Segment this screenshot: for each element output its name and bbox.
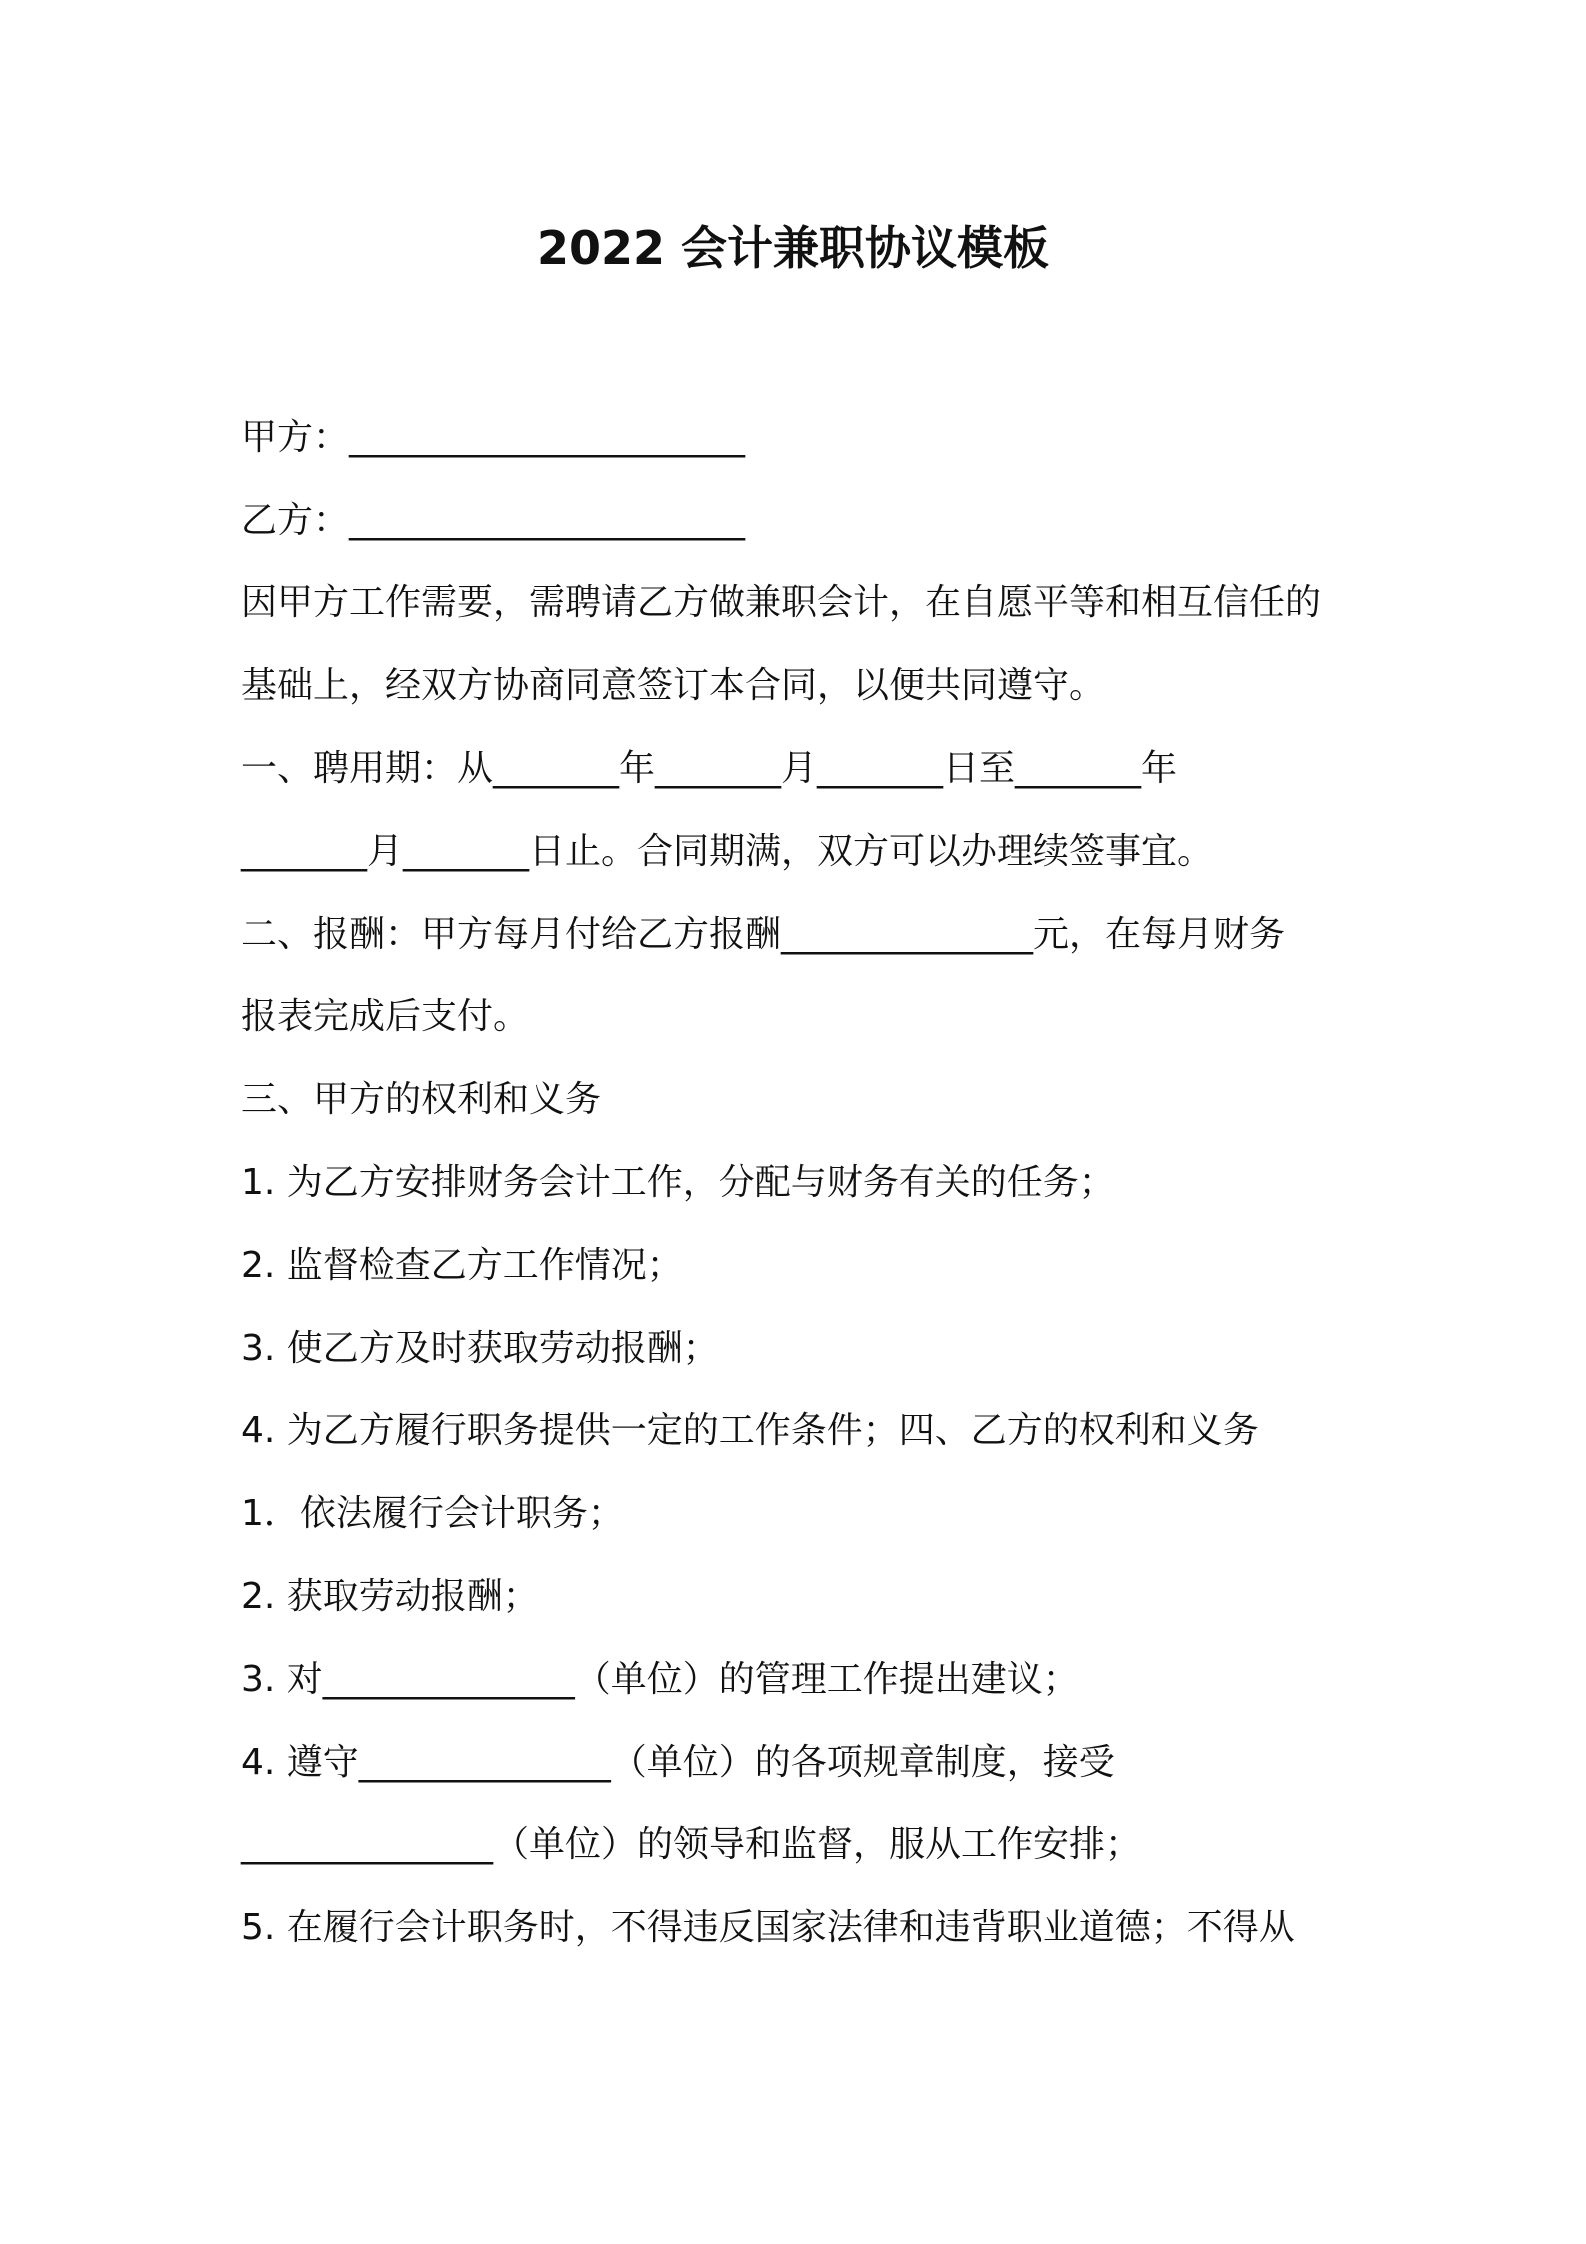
term-line-2: _______月_______日止。合同期满，双方可以办理续签事宜。 <box>241 831 1214 872</box>
party-a-item-4: 4. 为乙方履行职务提供一定的工作条件；四、乙方的权利和义务 <box>241 1410 1259 1451</box>
party-a-item-2: 2. 监督检查乙方工作情况； <box>241 1245 683 1286</box>
section-3-heading: 三、甲方的权利和义务 <box>241 1079 602 1120</box>
party-b-item-4-line-2: ______________（单位）的领导和监督，服从工作安排； <box>241 1824 1142 1865</box>
pay-line-2: 报表完成后支付。 <box>241 996 530 1037</box>
party-b-item-2: 2. 获取劳动报酬； <box>241 1576 539 1617</box>
party-b-item-5: 5. 在履行会计职务时，不得违反国家法律和违背职业道德；不得从 <box>241 1907 1295 1948</box>
party-b-item-3: 3. 对______________（单位）的管理工作提出建议； <box>241 1659 1079 1700</box>
term-line-1: 一、聘用期：从_______年_______月_______日至_______年 <box>241 748 1178 789</box>
party-a-item-3: 3. 使乙方及时获取劳动报酬； <box>241 1328 719 1369</box>
preamble-line-2: 基础上，经双方协商同意签订本合同，以便共同遵守。 <box>241 665 1106 706</box>
party-b-line: 乙方：______________________ <box>241 500 746 541</box>
preamble-line-1: 因甲方工作需要，需聘请乙方做兼职会计，在自愿平等和相互信任的 <box>241 582 1322 623</box>
document-title: 2022 会计兼职协议模板 <box>536 221 1050 275</box>
party-b-item-4-line-1: 4. 遵守______________（单位）的各项规章制度，接受 <box>241 1742 1115 1783</box>
party-a-item-1: 1. 为乙方安排财务会计工作，分配与财务有关的任务； <box>241 1162 1115 1203</box>
pay-line-1: 二、报酬：甲方每月付给乙方报酬______________元，在每月财务 <box>241 914 1286 955</box>
party-a-line: 甲方：______________________ <box>241 417 746 458</box>
party-b-item-1: 1．依法履行会计职务； <box>241 1493 624 1534</box>
